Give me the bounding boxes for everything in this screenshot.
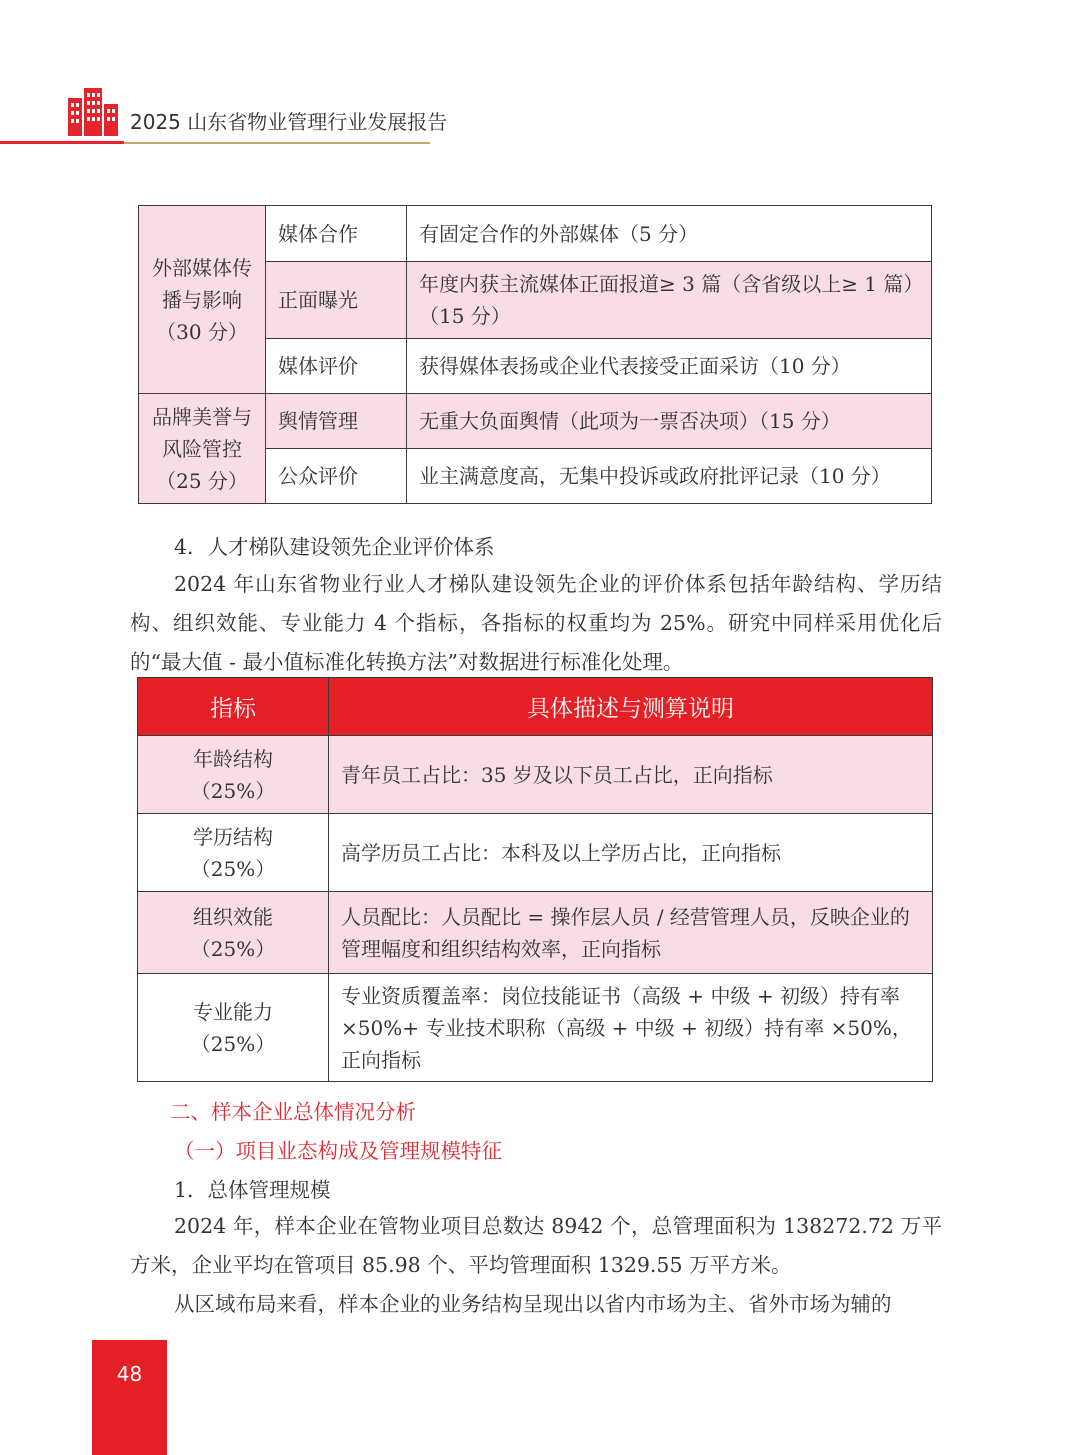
- table-row: [138, 892, 933, 974]
- desc-cell: 获得媒体表扬或企业代表接受正面采访（10 分）: [407, 339, 932, 394]
- desc-cell: 有固定合作的外部媒体（5 分）: [407, 206, 932, 262]
- item-cell: 公众评价: [266, 449, 407, 504]
- body-paragraph: 从区域布局来看，样本企业的业务结构呈现出以省内市场为主、省外市场为辅的: [174, 1292, 892, 1316]
- desc-cell: 人员配比：人员配比 = 操作层人员 / 经营管理人员，反映企业的管理幅度和组织结构效率，正向指标: [329, 892, 933, 974]
- item-cell: 正面曝光: [266, 262, 407, 339]
- indicator-name: 年龄结构: [193, 746, 273, 771]
- indicator-cell: [138, 974, 329, 1082]
- table-row: [138, 736, 933, 814]
- item-cell: 媒体合作: [266, 206, 407, 262]
- header-cell-description: 具体描述与测算说明: [329, 678, 933, 736]
- table-row: [138, 814, 933, 892]
- body-paragraph: 2024 年，样本企业在管物业项目总数达 8942 个，总管理面积为 138272.72 万平方米，企业平均在管项目 85.98 个、平均管理面积 1329.55 万平方米。: [130, 1214, 942, 1277]
- category-cell: 品牌美誉与风险管控（25 分）: [139, 394, 266, 504]
- desc-cell: 无重大负面舆情（此项为一票否决项）（15 分）: [407, 394, 932, 449]
- indicator-name: 学历结构: [193, 824, 273, 849]
- desc-cell: 专业资质覆盖率：岗位技能证书（高级 + 中级 + 初级）持有率 ×50%+ 专业技术职称（高级 + 中级 + 初级）持有率 ×50%，正向指标: [329, 974, 933, 1082]
- category-cell: 外部媒体传播与影响（30 分）: [139, 206, 266, 394]
- indicator-cell: [138, 814, 329, 892]
- section-heading: 4．人才梯队建设领先企业评价体系: [174, 535, 495, 559]
- indicator-weight: （25%）: [190, 936, 276, 961]
- indicator-cell: [138, 736, 329, 814]
- item-cell: 媒体评价: [266, 339, 407, 394]
- body-paragraph: 2024 年山东省物业行业人才梯队建设领先企业的评价体系包括年龄结构、学历结构、组织效能、专业能力 4 个指标，各指标的权重均为 25%。研究中同样采用优化后的“最大值 - 最小值标准化转换方法”对数据进行标准化处理。: [130, 572, 942, 674]
- desc-cell: 年度内获主流媒体正面报道≥ 3 篇（含省级以上≥ 1 篇）（15 分）: [407, 262, 932, 339]
- desc-cell: 业主满意度高，无集中投诉或政府批评记录（10 分）: [407, 449, 932, 504]
- header-cell-indicator: 指标: [138, 678, 329, 736]
- indicator-name: 组织效能: [193, 904, 273, 929]
- item-heading: 1．总体管理规模: [174, 1178, 331, 1202]
- desc-cell: 青年员工占比：35 岁及以下员工占比，正向指标: [329, 736, 933, 814]
- building-logo-icon: [66, 84, 120, 136]
- header-rule-gold: [124, 142, 430, 144]
- chapter-heading: 二、样本企业总体情况分析: [170, 1100, 416, 1124]
- header-rule-red: [0, 141, 124, 144]
- indicator-weight: （25%）: [190, 1031, 276, 1056]
- table-row: [139, 394, 932, 449]
- indicator-weight: （25%）: [190, 856, 276, 881]
- table-header-row: [138, 678, 933, 736]
- indicator-cell: [138, 892, 329, 974]
- item-cell: 舆情管理: [266, 394, 407, 449]
- page-number: 48: [92, 1340, 167, 1455]
- media-brand-table: [138, 205, 932, 504]
- table-row: [138, 974, 933, 1082]
- talent-index-table: [137, 677, 933, 1082]
- indicator-weight: （25%）: [190, 778, 276, 803]
- sub-heading: （一）项目业态构成及管理规模特征: [174, 1139, 502, 1163]
- table-row: [139, 206, 932, 262]
- header-title: 2025 山东省物业管理行业发展报告: [130, 110, 448, 134]
- indicator-name: 专业能力: [193, 999, 273, 1024]
- desc-cell: 高学历员工占比：本科及以上学历占比，正向指标: [329, 814, 933, 892]
